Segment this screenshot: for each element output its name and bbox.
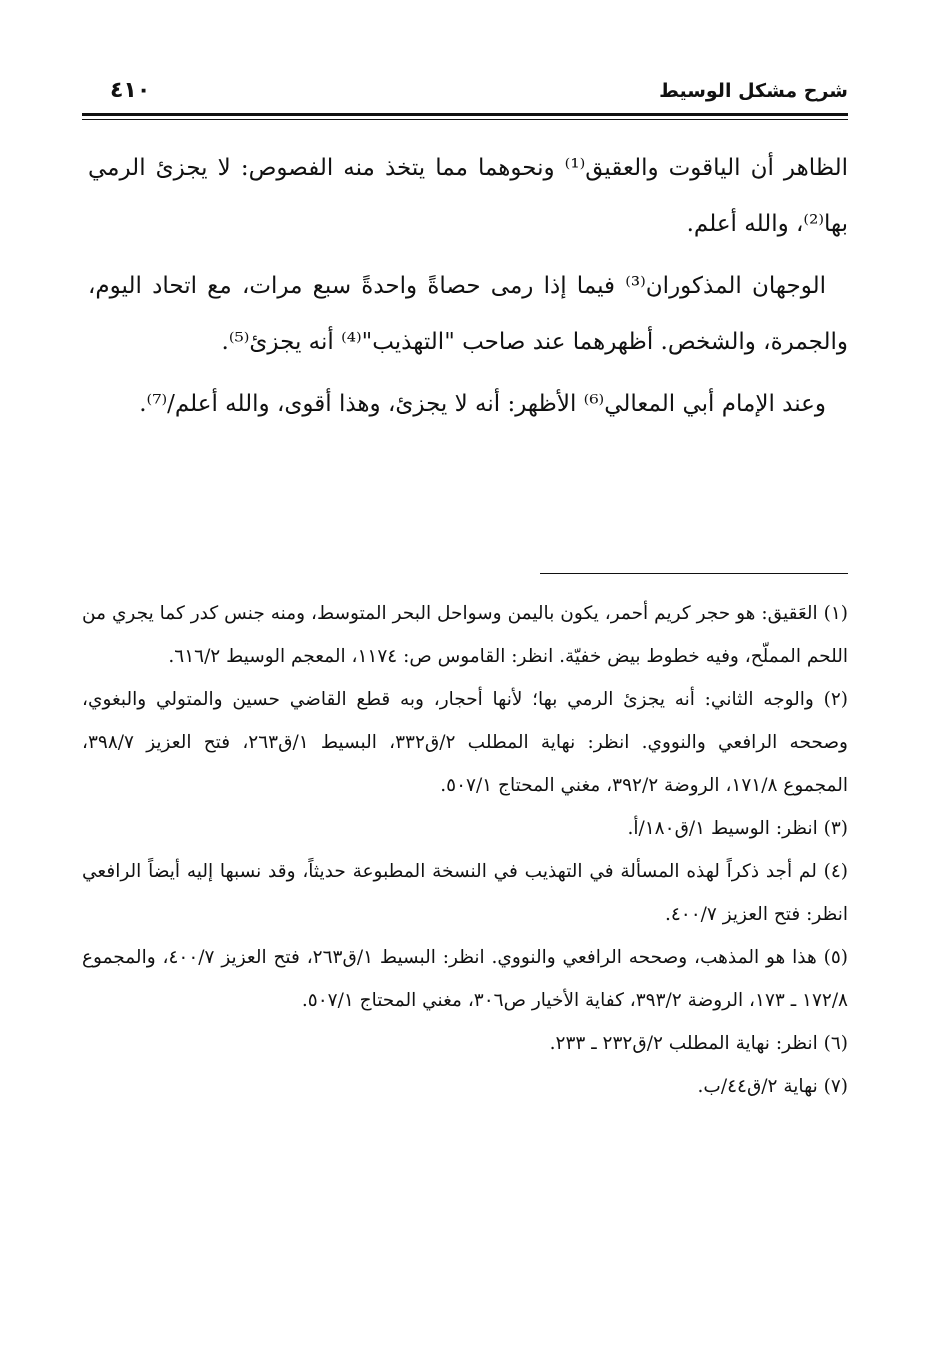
header-rule-thick xyxy=(82,113,848,116)
footnote: (١) العَقيق: هو حجر كريم أحمر، يكون باليمن وسواحل البحر المتوسط، ومنه جنس كدر كما يجري من اللحم المملّح، وفيه خطوط بيض خفيّة. انظر: القاموس ص: ١١٧٤، المعجم الوسيط ٦١٦/٢. xyxy=(82,603,848,667)
footnote: (٣) انظر: الوسيط ١/ق١٨٠/أ. xyxy=(627,818,848,839)
footnote: (٥) هذا هو المذهب، وصححه الرافعي والنووي. انظر: البسيط ١/ق٢٦٣، فتح العزيز ٤٠٠/٧، والمجموع ١٧٢/٨ ـ ١٧٣، الروضة ٣٩٣/٢، كفاية الأخيار ص٣٠٦، مغني المحتاج ٥٠٧/١. xyxy=(82,947,848,1011)
paragraph: وعند الإمام أبي المعالي⁽⁶⁾ الأظهر: أنه لا يجزئ، وهذا أقوى، والله أعلم/⁽⁷⁾. xyxy=(139,391,826,417)
main-text xyxy=(88,140,848,438)
footnote: (٤) لم أجد ذكراً لهذه المسألة في التهذيب في النسخة المطبوعة حديثاً، وقد نسبها إليه أيضاً الرافعي انظر: فتح العزيز ٤٠٠/٧. xyxy=(82,861,848,925)
running-header xyxy=(82,78,848,110)
footnote: (٢) والوجه الثاني: أنه يجزئ الرمي بها؛ لأنها أحجار، وبه قطع القاضي حسين والمتولي والبغوي، وصححه الرافعي والنووي. انظر: نهاية المطلب ٢/ق٣٣٢، البسيط ١/ق٢٦٣، فتح العزيز ٣٩٨/٧، المجموع ١٧١/٨، الروضة ٣٩٢/٢، مغني المحتاج ٥٠٧/١. xyxy=(82,689,848,796)
footnote: (٦) انظر: نهاية المطلب ٢/ق٢٣٢ ـ ٢٣٣. xyxy=(549,1033,848,1054)
book-title: شرح مشكل الوسيط xyxy=(659,80,848,102)
page-number: ٤١٠ xyxy=(110,78,151,103)
footnote: (٧) نهاية ٢/ق٤٤/ب. xyxy=(697,1076,848,1097)
paragraph: الظاهر أن الياقوت والعقيق⁽¹⁾ ونحوهما مما يتخذ منه الفصوص: لا يجزئ الرمي بها⁽²⁾، والله أعلم. xyxy=(88,155,848,237)
header-rule-thin xyxy=(82,119,848,120)
footnotes xyxy=(82,592,848,1108)
paragraph: الوجهان المذكوران⁽³⁾ فيما إذا رمى حصاةً واحدةً سبع مرات، مع اتحاد اليوم، والجمرة، والشخص. أظهرهما عند صاحب "التهذيب"⁽⁴⁾ أنه يجزئ⁽⁵⁾. xyxy=(88,273,848,355)
footnote-separator xyxy=(540,573,848,574)
